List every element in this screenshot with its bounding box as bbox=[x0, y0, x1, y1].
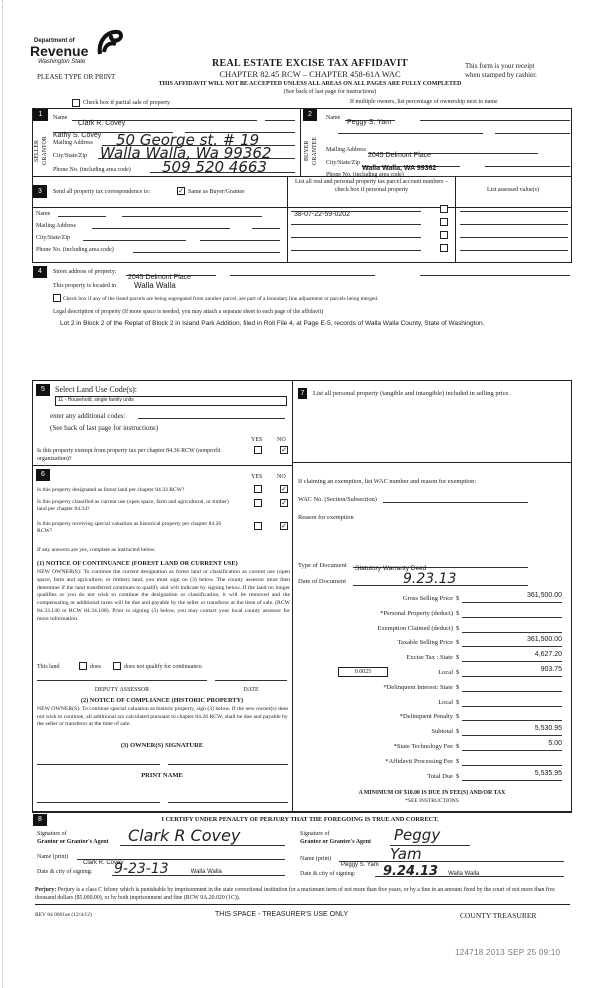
document-date-label: Date of Document bbox=[298, 578, 347, 585]
check-icon: ✓ bbox=[281, 446, 287, 454]
notice-compliance-body: NEW OWNER(S): To continue special valuation as historic property, sign (3) below. If the new owner(s) does not wish to continue, all additional tax calculated pursuant to chapter 84.26 RCW, shall be due and payable by the seller or transferor at the time of sale. bbox=[37, 706, 289, 728]
seller-name2-value: Kathy S. Covey bbox=[53, 132, 102, 139]
land-use-select[interactable] bbox=[55, 396, 287, 406]
located-value[interactable]: Walla Walla bbox=[134, 281, 176, 290]
street-address-value: 2045 Delmont Place bbox=[128, 274, 192, 281]
currency: $ bbox=[456, 772, 460, 780]
tax-row-delinquent-penalty bbox=[296, 710, 566, 725]
section-1-badge: 1 bbox=[33, 109, 48, 121]
date-label: DATE bbox=[243, 687, 259, 693]
parcel-row-2[interactable] bbox=[291, 216, 421, 225]
personal-property-checkbox-4[interactable] bbox=[440, 244, 448, 252]
scan-edge bbox=[2, 0, 4, 988]
check-icon: ✓ bbox=[281, 485, 287, 493]
corr-phone-label: Phone No. (including area code) bbox=[36, 247, 114, 253]
does-not-qualify-checkbox[interactable] bbox=[113, 662, 121, 670]
seller-city-label: City/State/Zip bbox=[53, 153, 87, 159]
grantor-signature: Clark R Covey bbox=[128, 826, 241, 845]
buyer-mailing-value: 2045 Delmont Place bbox=[368, 152, 432, 159]
reason-label: Reason for exemption bbox=[298, 514, 354, 521]
assessed-header: List assessed value(s) bbox=[487, 187, 539, 193]
owner-signature-line-1[interactable] bbox=[37, 764, 160, 765]
treasurer-use-only: THIS SPACE - TREASURER'S USE ONLY bbox=[215, 911, 349, 918]
corr-name-field-2[interactable] bbox=[122, 209, 262, 217]
seller-name-pct-field[interactable] bbox=[265, 112, 295, 121]
seller-phone-field[interactable] bbox=[150, 158, 295, 176]
current-use-no-checkbox[interactable] bbox=[280, 499, 288, 507]
corr-city-field[interactable] bbox=[83, 233, 186, 241]
buyer-city-extra[interactable] bbox=[485, 157, 570, 167]
currency: $ bbox=[456, 654, 460, 662]
divider bbox=[32, 176, 33, 262]
deputy-assessor-label: DEPUTY ASSESSOR bbox=[94, 687, 150, 693]
tax-row-delinquent-interest-state bbox=[296, 681, 566, 696]
currency: $ bbox=[456, 742, 460, 750]
seller-city-field[interactable] bbox=[98, 144, 295, 162]
additional-codes-label: enter any additional codes: bbox=[50, 412, 126, 420]
taxable-selling-price-field[interactable]: 361,500.00 bbox=[462, 636, 562, 647]
grantee-name-field[interactable] bbox=[339, 853, 564, 868]
tax-label: Subtotal bbox=[431, 728, 453, 736]
currency: $ bbox=[456, 713, 460, 721]
forest-land-question: Is this property designated as forest land per chapter 84.33 RCW? bbox=[37, 487, 185, 493]
tax-label: Total Due bbox=[427, 772, 453, 780]
seller-side-label: SELLER bbox=[34, 140, 40, 162]
divider bbox=[32, 812, 572, 813]
affidavit-processing-fee-field[interactable] bbox=[462, 755, 562, 766]
assessor-date-line[interactable] bbox=[215, 680, 287, 681]
see-back-note: (See back of last page for instructions) bbox=[283, 89, 377, 95]
notice-continuance-body: NEW OWNER(S): To continue the current designation as forest land or classification as current use (open space, farm and agriculture, or timber) land, you must sign on (3) below. The county assessor must then determine if the land transferred continues to qualify and will indicate by signing below. If the land no longer qualifies or you do not wish to continue the designation or classification, it will be removed and the compensating or additional taxes will be due and payable by the seller or transferor at the time of sale. (RCW 84.33.140 or RCW 84.34.108). Prior to signing (3) below, you may contact your local county assessor for more information. bbox=[37, 569, 290, 622]
land-use-selected-value: 11 - Household, single family units bbox=[58, 397, 134, 403]
print-name-label: PRINT NAME bbox=[141, 772, 183, 779]
state-technology-fee-field[interactable]: 5.00 bbox=[462, 740, 562, 751]
tax-row-personal bbox=[296, 607, 566, 622]
personal-property-checkbox-1[interactable] bbox=[440, 205, 448, 213]
deputy-assessor-line[interactable] bbox=[37, 680, 207, 681]
currency: $ bbox=[456, 639, 460, 647]
this-land-label: This land bbox=[37, 664, 60, 670]
currency: $ bbox=[456, 698, 460, 706]
exempt-yes-checkbox[interactable] bbox=[254, 446, 262, 454]
tax-label: Taxable Selling Price bbox=[397, 639, 453, 647]
grantor-name-value: Clark R. Covey bbox=[83, 860, 124, 866]
form-title: REAL ESTATE EXCISE TAX AFFIDAVIT bbox=[212, 58, 408, 69]
print-name-line-1[interactable] bbox=[37, 802, 160, 803]
gross-selling-price-field[interactable]: 361,500.00 bbox=[462, 592, 562, 603]
notice-continuance-title: (1) NOTICE OF CONTINUANCE (FOREST LAND OR CURRENT USE) bbox=[37, 560, 238, 567]
correspondence-label: Send all property tax correspondence to: bbox=[53, 189, 151, 195]
divider bbox=[287, 176, 288, 262]
tax-label: *Affidavit Processing Fee bbox=[385, 757, 453, 765]
grantee-sig-label-1: Signature of bbox=[300, 831, 330, 837]
current-use-question: Is this property classified as current use (open space, farm and agricultural, or timber) land per chapter 84.34? bbox=[37, 499, 229, 512]
tax-row-processing-fee bbox=[296, 755, 566, 770]
historical-question: Is this property receiving special valuation as historical property per chapter 84.26 RCW? bbox=[37, 521, 222, 534]
tax-label: Local bbox=[438, 698, 453, 706]
grantor-sig-label-2: Grantor or Grantor's Agent bbox=[37, 839, 109, 845]
section-5-badge: 5 bbox=[36, 384, 50, 396]
excise-tax-local-field[interactable]: 903.75 bbox=[462, 666, 562, 677]
grantor-city-value: Walla Walla bbox=[190, 869, 222, 875]
buyer-name-value: Peggy S. Yam bbox=[347, 119, 392, 126]
personal-property-checkbox-2[interactable] bbox=[440, 218, 448, 226]
document-date-value: 9.23.13 bbox=[403, 571, 457, 587]
street-address-label: Street address of property: bbox=[53, 269, 117, 275]
seller-phone-label: Phone No. (including area code) bbox=[53, 167, 131, 173]
tax-label: *Delinquent Penalty bbox=[399, 713, 453, 721]
segregation-label: Check box if any of the listed parcels are being segregated from another parcel, are part of a boundary line adjustment or parcels being merged. bbox=[63, 296, 379, 302]
divider bbox=[300, 108, 301, 176]
buyer-city-label: City/State/Zip bbox=[326, 160, 360, 166]
partial-sale-checkbox[interactable] bbox=[72, 99, 80, 107]
delinquent-interest-local-field[interactable] bbox=[462, 696, 562, 707]
yes-header: YES bbox=[251, 437, 263, 443]
corr-mailing-label: Mailing Address bbox=[36, 223, 76, 229]
grantee-city-value: Walla Walla bbox=[448, 871, 480, 877]
document-type-field[interactable] bbox=[353, 557, 528, 572]
please-type-label: PLEASE TYPE OR PRINT bbox=[37, 73, 116, 81]
corr-name-field[interactable] bbox=[58, 209, 106, 217]
located-label: This property is located in bbox=[53, 283, 116, 289]
currency: $ bbox=[456, 595, 460, 602]
land-use-label: Select Land Use Code(s): bbox=[55, 385, 137, 394]
currency: $ bbox=[456, 609, 460, 617]
forest-no-checkbox[interactable] bbox=[280, 485, 288, 493]
tax-table bbox=[296, 592, 566, 784]
does-label: does bbox=[90, 664, 101, 670]
parcel-number: 38-07-22-59-0202 bbox=[294, 211, 351, 218]
grantor-name-label: Name (print) bbox=[37, 854, 69, 860]
print-name-line-2[interactable] bbox=[168, 802, 288, 803]
perjury-notice bbox=[35, 886, 570, 905]
grantor-date-field[interactable] bbox=[112, 860, 285, 876]
dor-logo bbox=[28, 28, 108, 68]
form-subtitle: CHAPTER 82.45 RCW – CHAPTER 458-61A WAC bbox=[219, 69, 401, 79]
seller-phone-value: 509 520 4663 bbox=[162, 158, 267, 176]
grantee-side-label: GRANTEE bbox=[312, 137, 318, 165]
reason-field[interactable] bbox=[298, 524, 566, 554]
total-due-field[interactable]: 5,535.95 bbox=[462, 770, 562, 781]
tax-label: *Personal Property (deduct) bbox=[380, 609, 453, 617]
currency: $ bbox=[456, 624, 460, 632]
grantee-name-value: Peggy S. Yam bbox=[341, 862, 379, 868]
grantee-signature: Peggy Yam bbox=[390, 826, 441, 863]
tax-row-delinquent-interest-local bbox=[296, 696, 566, 711]
notice-compliance-title: (2) NOTICE OF COMPLIANCE (HISTORIC PROPERTY) bbox=[80, 697, 244, 704]
certify-statement: I CERTIFY UNDER PENALTY OF PERJURY THAT THE FOREGOING IS TRUE AND CORRECT. bbox=[161, 816, 439, 823]
legal-description-value[interactable]: Lot 2 in Block 2 of the Replat of Block 2 in Island Park Addition, filed in Roll File 4, at Page E-5, records of Walla Walla County, State of Washington. bbox=[60, 320, 485, 327]
buyer-mailing-label: Mailing Address bbox=[326, 147, 366, 153]
owner-signature-line-2[interactable] bbox=[168, 764, 288, 765]
tax-row-exemption bbox=[296, 622, 566, 637]
personal-property-label: List all personal property (tangible and intangible) included in selling price. bbox=[313, 390, 510, 397]
grantee-date-value: 9.24.13 bbox=[383, 864, 439, 879]
tax-label: Exemption Claimed (deduct) bbox=[377, 624, 453, 632]
parcel-row-4[interactable] bbox=[291, 242, 421, 251]
document-date-field[interactable] bbox=[353, 570, 528, 586]
tax-label: *Delinquent Interest: State bbox=[383, 683, 453, 691]
tax-label: Local bbox=[438, 668, 453, 676]
tax-row-excise-local bbox=[296, 666, 566, 681]
minimum-note: A MINIMUM OF $10.00 IS DUE IN FEE(S) AND/OR TAX bbox=[358, 790, 506, 796]
cashier-stamp: 124718 2013 SEP 25 09:10 bbox=[455, 948, 561, 957]
multiple-owners-note: If multiple owners, list percentage of ownership next to name bbox=[350, 99, 498, 105]
divider bbox=[571, 176, 572, 262]
exemption-claimed-field[interactable] bbox=[462, 622, 562, 633]
delinquent-interest-state-field[interactable] bbox=[462, 681, 562, 692]
receipt-note-1: This form is your receipt bbox=[465, 62, 535, 70]
personal-property-area[interactable] bbox=[296, 410, 566, 458]
if-yes-note: If any answers are yes, complete as instructed below. bbox=[37, 547, 156, 553]
owner-signature-title: (3) OWNER(S) SIGNATURE bbox=[120, 742, 204, 749]
currency: $ bbox=[456, 728, 460, 736]
corr-phone-field[interactable] bbox=[133, 245, 280, 253]
buyer-mailing-field[interactable] bbox=[368, 144, 538, 159]
segregation-checkbox[interactable] bbox=[53, 294, 61, 302]
dor-swirl-icon bbox=[96, 28, 124, 58]
form-number: REV 84 0001ae (12/4/12) bbox=[35, 912, 92, 918]
section-2-badge: 2 bbox=[303, 109, 317, 121]
same-as-buyer-label: Same as Buyer/Grantee bbox=[188, 189, 245, 195]
same-as-buyer-checkbox[interactable] bbox=[177, 187, 185, 195]
divider bbox=[32, 262, 572, 263]
assessed-value-4[interactable] bbox=[460, 242, 568, 251]
wac-label: WAC No. (Section/Subsection) bbox=[298, 496, 377, 503]
section-7-badge: 7 bbox=[298, 388, 307, 399]
grantor-date-label: Date & city of signing: bbox=[37, 869, 93, 875]
buyer-phone-field[interactable] bbox=[426, 169, 570, 177]
tax-label: Gross Selling Price bbox=[402, 595, 453, 602]
additional-codes-field[interactable] bbox=[138, 410, 285, 419]
perjury-text: Perjury is a class C felony which is punishable by imprisonment in the state correctional institution for a maximum term of not more than five years, or by a fine in an amount fixed by the court of not more than five thousand dollars ($5,000.00), or by both imprisonment and fine (RCW 9A.20.020 (1C)). bbox=[35, 887, 555, 901]
corr-mailing-field-2[interactable] bbox=[252, 221, 280, 229]
divider bbox=[292, 380, 293, 812]
grantor-signature-field[interactable] bbox=[120, 826, 285, 846]
grantor-name-field[interactable] bbox=[77, 851, 285, 866]
seller-name-field[interactable] bbox=[72, 112, 257, 127]
parcel-row-1[interactable] bbox=[291, 203, 421, 218]
personal-property-checkbox-3[interactable] bbox=[440, 231, 448, 239]
document-type-value: Statutory Warranty Deed bbox=[355, 565, 427, 572]
buyer-name2-field[interactable] bbox=[338, 126, 483, 134]
section-4-badge: 4 bbox=[33, 266, 47, 278]
tax-row-gross bbox=[296, 592, 566, 607]
currency: $ bbox=[456, 757, 460, 765]
subtotal-field[interactable]: 5,530.95 bbox=[462, 725, 562, 736]
assessed-value-3[interactable] bbox=[460, 229, 568, 238]
corr-city-label: City/State/Zip bbox=[36, 235, 70, 241]
corr-name-label: Name bbox=[36, 211, 51, 217]
currency: $ bbox=[456, 683, 460, 691]
tax-row-tech-fee bbox=[296, 740, 566, 755]
current-use-yes-checkbox[interactable] bbox=[254, 499, 262, 507]
historical-no-checkbox[interactable] bbox=[280, 522, 288, 530]
local-rate-field[interactable]: 0.0025 bbox=[338, 667, 388, 677]
tax-label: *State Technology Fee bbox=[393, 742, 453, 750]
grantee-name-label: Name (print) bbox=[300, 856, 332, 862]
buyer-phone-label: Phone No. (including area code) bbox=[326, 172, 404, 178]
tax-label: Excise Tax : State bbox=[406, 654, 453, 662]
buyer-city-field[interactable] bbox=[362, 157, 460, 172]
does-not-label: does not qualify for continuance. bbox=[124, 664, 204, 670]
personal-property-deduct-field[interactable] bbox=[462, 607, 562, 618]
grantor-sig-label-1: Signature of bbox=[37, 831, 67, 837]
grantee-signature-field[interactable] bbox=[390, 826, 470, 863]
divider bbox=[32, 465, 292, 466]
grantor-date-value: 9-23-13 bbox=[114, 861, 169, 877]
exempt-no-checkbox[interactable] bbox=[280, 446, 288, 454]
document-type-label: Type of Document bbox=[298, 562, 347, 569]
corr-city-field-2[interactable] bbox=[200, 233, 280, 241]
land-use-see-back: (See back of last page for instructions) bbox=[50, 424, 159, 432]
seller-mailing-value: 50 George st. # 19 bbox=[116, 131, 260, 149]
currency: $ bbox=[456, 668, 460, 676]
street-address-field-3[interactable] bbox=[420, 266, 570, 276]
buyer-name2-pct-field[interactable] bbox=[495, 126, 570, 134]
warning-text: THIS AFFIDAVIT WILL NOT BE ACCEPTED UNLESS ALL AREAS ON ALL PAGES ARE FULLY COMPLETED bbox=[158, 81, 462, 87]
seller-city-value: Walla Walla, Wa 99362 bbox=[100, 144, 272, 162]
county-treasurer-label: COUNTY TREASURER bbox=[460, 911, 537, 920]
excise-tax-state-field[interactable]: 4,627.20 bbox=[462, 651, 562, 662]
seller-mailing-label: Mailing Address bbox=[53, 140, 93, 146]
buyer-name-label: Name bbox=[326, 115, 341, 121]
delinquent-penalty-field[interactable] bbox=[462, 710, 562, 721]
street-address-field[interactable] bbox=[126, 266, 216, 281]
logo-line3: Washington State bbox=[38, 59, 86, 65]
no-header-6: NO bbox=[277, 474, 286, 480]
grantor-side-label: GRANTOR bbox=[42, 136, 48, 166]
seller-name-label: Name bbox=[53, 115, 68, 121]
see-instructions: *SEE INSTRUCTIONS bbox=[405, 798, 459, 804]
perjury-label: Perjury: bbox=[35, 887, 57, 893]
exempt-question: Is this property exempt from property tax per chapter 84.36 RCW (nonprofit organization)? bbox=[37, 448, 221, 462]
tax-row-taxable bbox=[296, 636, 566, 651]
no-header: NO bbox=[277, 437, 286, 443]
tax-row-subtotal bbox=[296, 725, 566, 740]
street-address-field-2[interactable] bbox=[230, 266, 375, 276]
receipt-note-2: when stamped by cashier. bbox=[465, 71, 537, 79]
section-3-badge: 3 bbox=[33, 185, 47, 198]
seller-name-value: Clark R. Covey bbox=[78, 120, 126, 127]
check-icon: ✓ bbox=[281, 499, 287, 507]
logo-line1: Department of bbox=[34, 38, 75, 44]
tax-row-total bbox=[296, 770, 566, 785]
grantee-date-field[interactable] bbox=[375, 862, 564, 877]
grantee-date-label: Date & city of signing: bbox=[300, 871, 356, 877]
does-qualify-checkbox[interactable] bbox=[79, 662, 87, 670]
divider bbox=[292, 462, 572, 463]
assessed-value-1[interactable] bbox=[460, 203, 568, 212]
yes-header-6: YES bbox=[251, 474, 263, 480]
buyer-name-pct-field[interactable] bbox=[420, 111, 570, 121]
section-6-badge: 6 bbox=[36, 469, 50, 481]
corr-mailing-field[interactable] bbox=[92, 221, 230, 229]
divider bbox=[455, 176, 456, 262]
buyer-side-label: BUYER bbox=[304, 140, 310, 162]
buyer-city-value: Walla Walla, WA 99362 bbox=[362, 165, 437, 172]
historical-yes-checkbox[interactable] bbox=[254, 522, 262, 530]
grantee-sig-label-2: Grantee or Grantee's Agent bbox=[300, 839, 372, 845]
forest-yes-checkbox[interactable] bbox=[254, 485, 262, 493]
parcel-row-3[interactable] bbox=[291, 229, 421, 238]
parcels-header: List all real and personal property tax parcel account numbers – check box if personal property bbox=[295, 179, 448, 193]
tax-row-excise-state bbox=[296, 651, 566, 666]
check-icon: ✓ bbox=[178, 187, 184, 195]
legal-description-label: Legal description of property (If more space is needed, you may attach a separate sheet to each page of the affidavit) bbox=[53, 309, 324, 315]
exemption-label: If claiming an exemption, list WAC number and reason for exemption: bbox=[298, 478, 477, 485]
assessed-value-2[interactable] bbox=[460, 216, 568, 225]
check-icon: ✓ bbox=[281, 522, 287, 530]
partial-sale-label: Check box if partial sale of property bbox=[83, 100, 170, 106]
wac-field[interactable] bbox=[383, 494, 528, 503]
section-8-badge: 8 bbox=[33, 814, 47, 826]
buyer-name-field[interactable] bbox=[345, 111, 395, 126]
logo-line2: Revenue bbox=[30, 43, 89, 59]
